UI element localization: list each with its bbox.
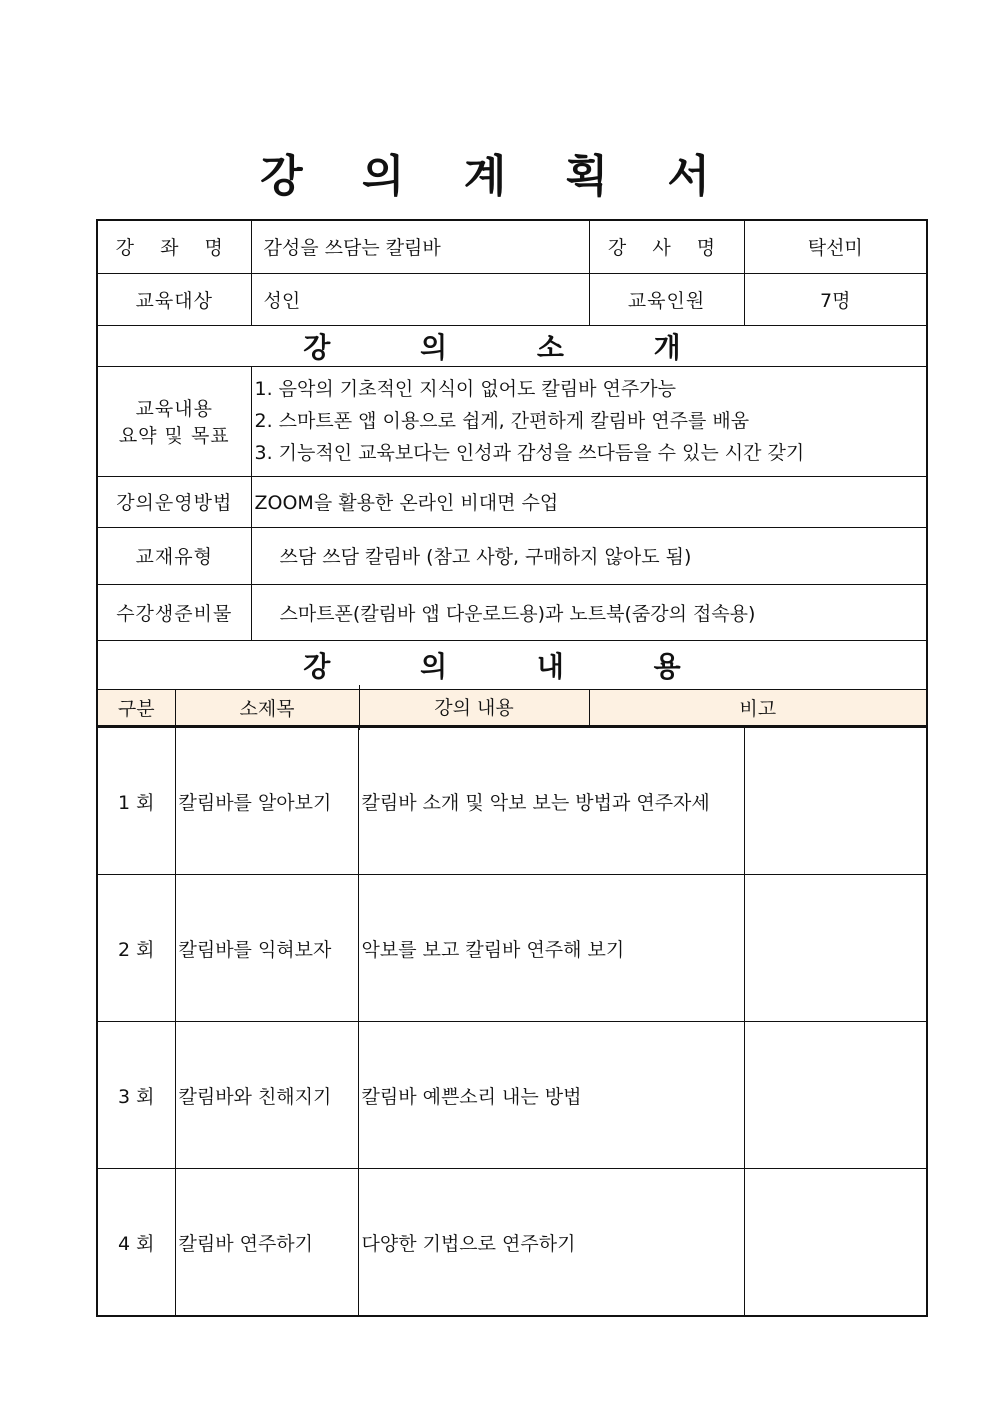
column-header — [175, 689, 589, 726]
target-row — [97, 273, 927, 325]
table-row — [97, 1022, 927, 1169]
goal-item: 2. 스마트폰 앱 이용으로 쉽게, 간편하게 칼림바 연주를 배움 — [254, 410, 750, 432]
lecture-plan-table — [96, 219, 928, 727]
course-value: 감성을 쓰담는 칼림바 — [251, 220, 589, 273]
session-note — [744, 1169, 927, 1317]
goal-item: 3. 기능적인 교육보다는 인성과 감성을 쓰다듬을 수 있는 시간 갖기 — [254, 442, 805, 464]
target-value: 성인 — [251, 273, 589, 325]
instructor-value: 탁선미 — [744, 220, 927, 273]
session-detail: 칼림바 소개 및 악보 보는 방법과 연주자세 — [358, 728, 744, 875]
prep-value: 스마트폰(칼림바 앱 다운로드용)과 노트북(줌강의 접속용) — [251, 584, 927, 640]
session-subtitle: 칼림바를 알아보기 — [175, 728, 358, 875]
lecture-plan-form — [96, 219, 926, 1317]
table-row — [97, 1169, 927, 1317]
session-no: 4 회 — [97, 1169, 175, 1317]
goal-item: 1. 음악의 기초적인 지식이 없어도 칼림바 연주가능 — [254, 378, 676, 400]
headcount-label: 교육인원 — [589, 273, 744, 325]
session-detail: 다양한 기법으로 연주하기 — [358, 1169, 744, 1317]
headcount-value: 7명 — [744, 273, 927, 325]
content-heading: 강 의 내 용 — [97, 640, 927, 689]
prep-label: 수강생준비물 — [97, 584, 251, 640]
course-label: 강 좌 명 — [97, 220, 251, 273]
content-header-row — [97, 689, 927, 726]
page-title: 강 의 계 획 서 — [260, 151, 732, 202]
session-note — [744, 728, 927, 875]
session-note — [744, 1022, 927, 1169]
column-header-subtitle: 소제목 — [239, 697, 295, 720]
method-label: 강의운영방법 — [97, 476, 251, 527]
instructor-label: 강 사 명 — [589, 220, 744, 273]
session-detail: 악보를 보고 칼림바 연주해 보기 — [358, 875, 744, 1022]
textbook-value: 쓰담 쓰담 칼림바 (참고 사항, 구매하지 않아도 됨) — [251, 527, 927, 584]
textbook-label: 교재유형 — [97, 527, 251, 584]
column-header-detail: 강의 내용 — [359, 685, 589, 730]
column-header: 비고 — [589, 689, 927, 726]
session-subtitle: 칼림바를 익혀보자 — [175, 875, 358, 1022]
method-row — [97, 476, 927, 527]
content-heading-row — [97, 640, 927, 689]
goals-label-line-2: 요약 및 목표 — [118, 425, 230, 447]
session-no: 2 회 — [97, 875, 175, 1022]
session-detail: 칼림바 예쁜소리 내는 방법 — [358, 1022, 744, 1169]
goals-list — [251, 366, 927, 476]
table-row — [97, 875, 927, 1022]
prep-row — [97, 584, 927, 640]
sessions-table — [96, 727, 928, 1317]
session-no: 1 회 — [97, 728, 175, 875]
intro-heading: 강 의 소 개 — [97, 325, 927, 366]
goals-label — [97, 366, 251, 476]
session-note — [744, 875, 927, 1022]
target-label: 교육대상 — [97, 273, 251, 325]
session-no: 3 회 — [97, 1022, 175, 1169]
method-value: ZOOM을 활용한 온라인 비대면 수업 — [251, 476, 927, 527]
table-row — [97, 728, 927, 875]
session-subtitle: 칼림바와 친해지기 — [175, 1022, 358, 1169]
column-header: 구분 — [97, 689, 175, 726]
course-row — [97, 220, 927, 273]
session-subtitle: 칼림바 연주하기 — [175, 1169, 358, 1317]
textbook-row — [97, 527, 927, 584]
intro-heading-row — [97, 325, 927, 366]
goals-label-line-1: 교육내용 — [135, 398, 213, 420]
goals-row — [97, 366, 927, 476]
